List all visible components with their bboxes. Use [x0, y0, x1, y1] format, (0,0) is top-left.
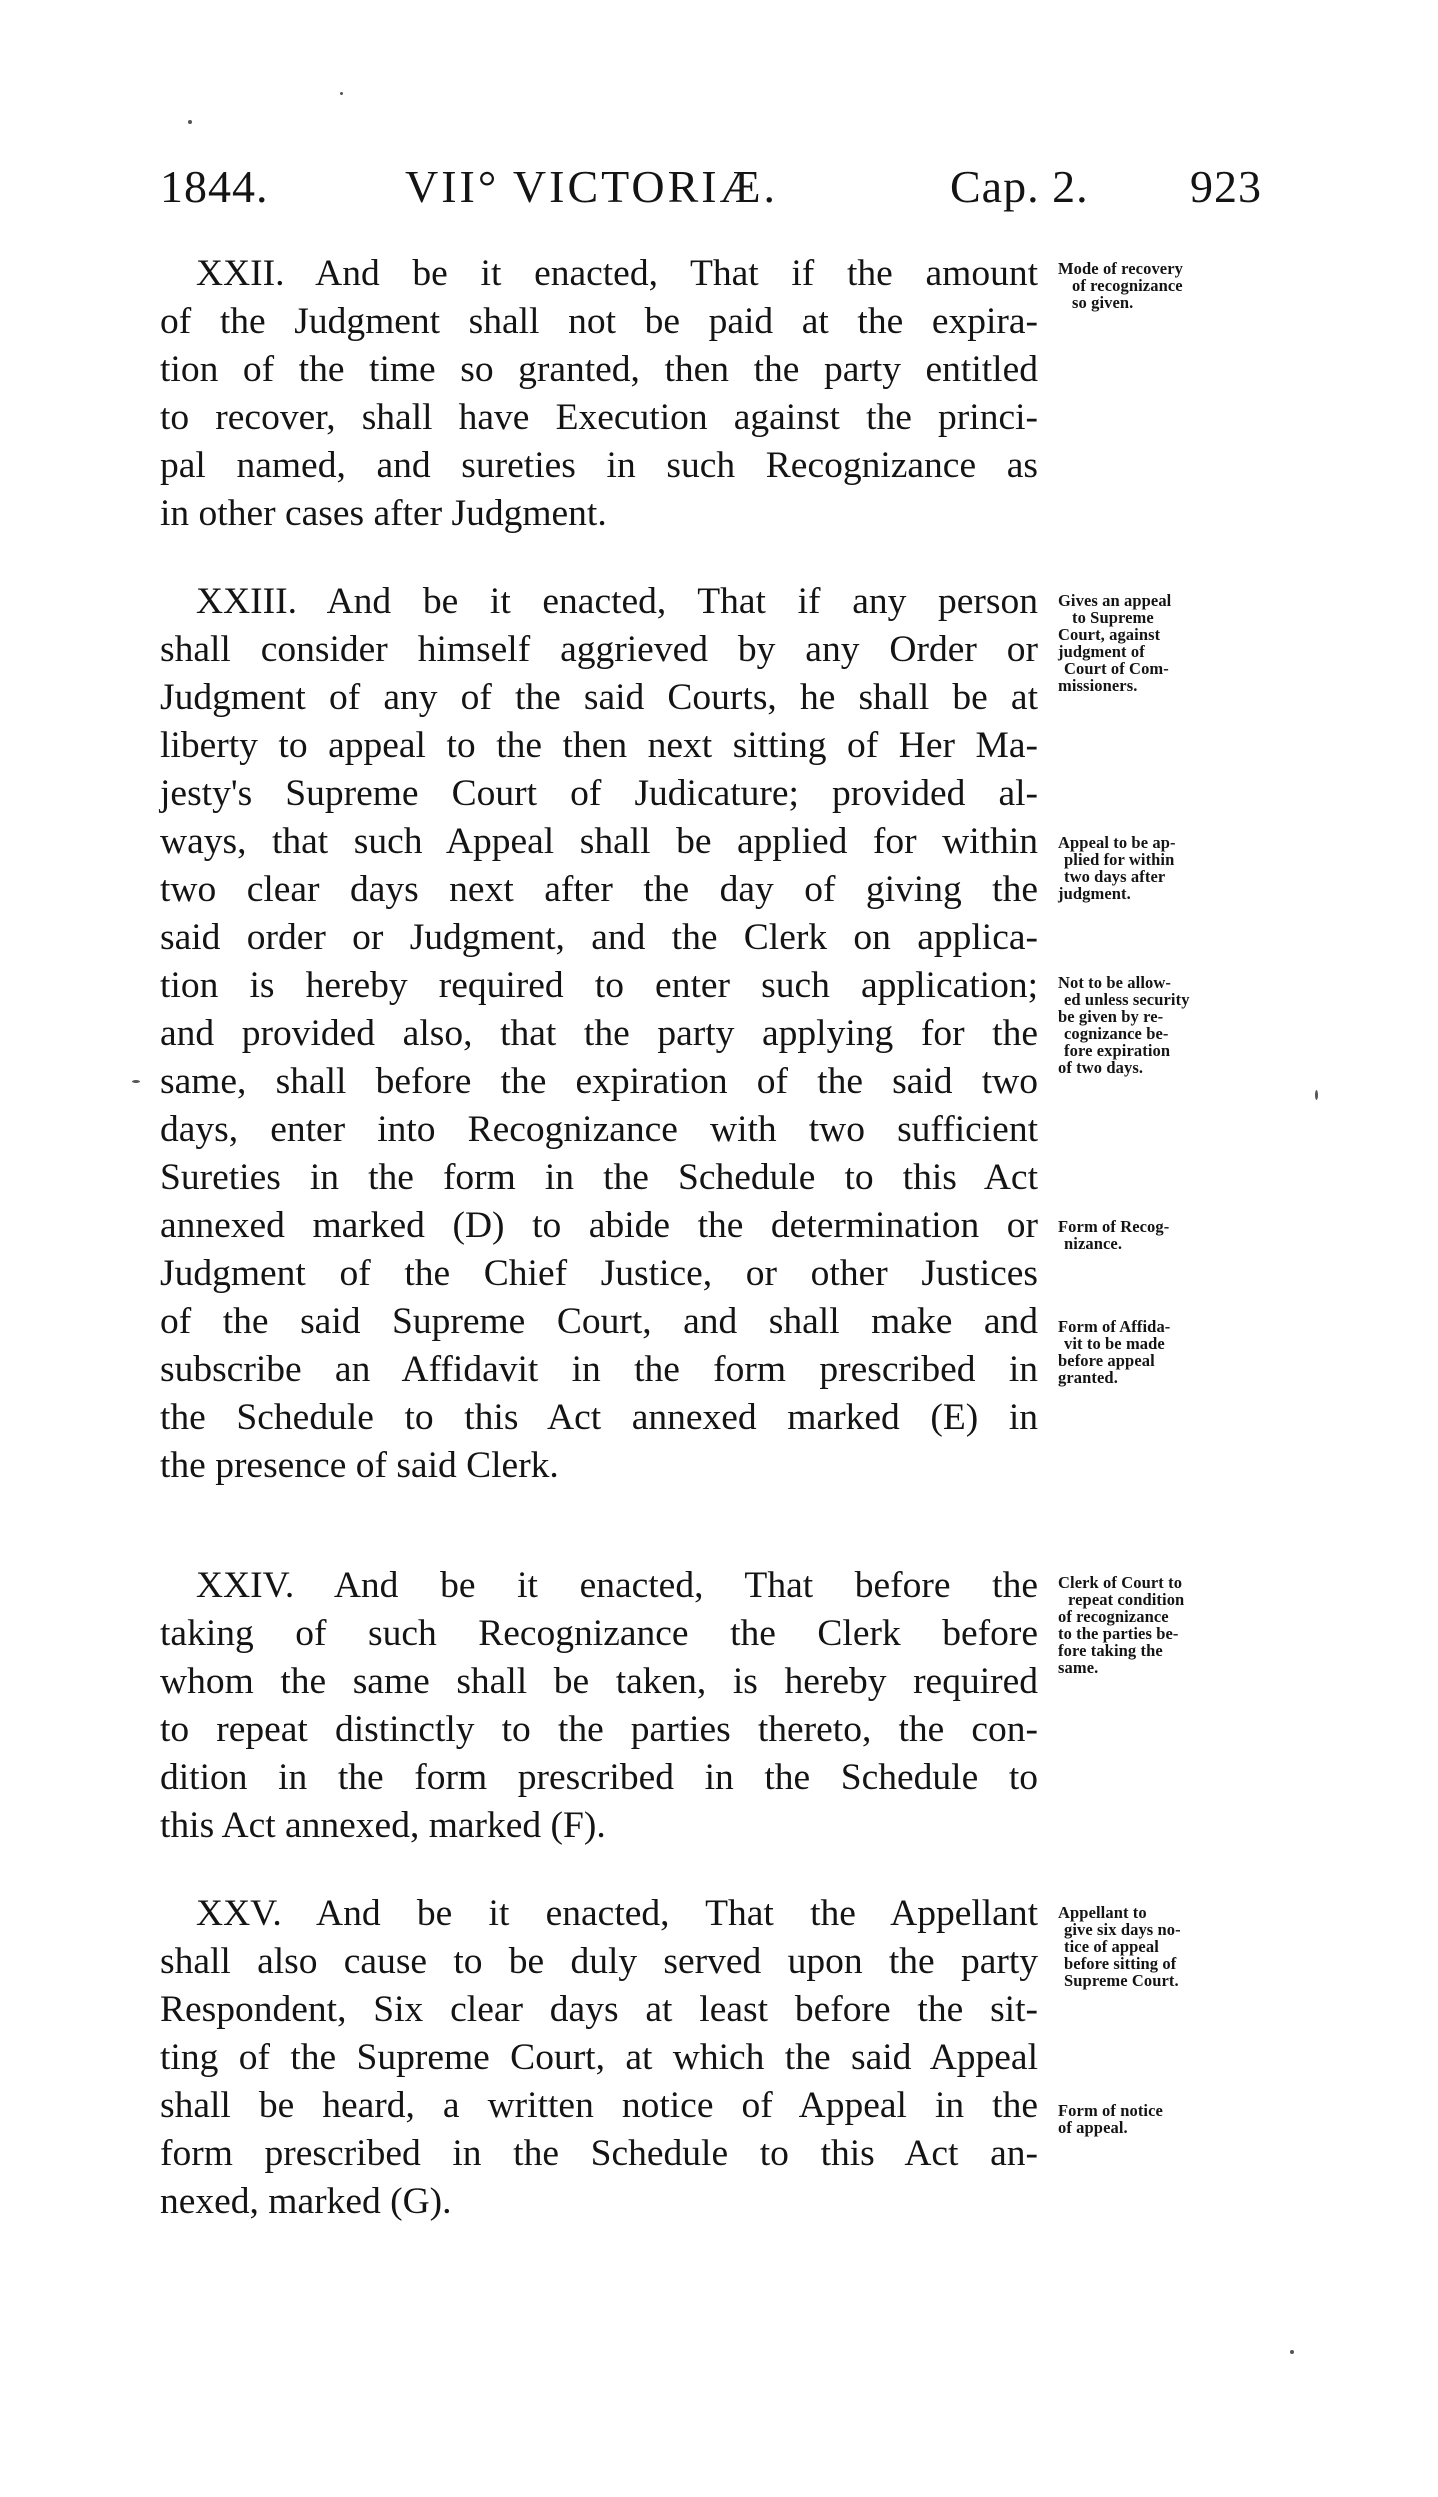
marginal-note-line: Clerk of Court to — [1058, 1573, 1183, 1592]
marginal-note-line: Form of notice — [1058, 2101, 1163, 2120]
marginal-note-line: tice of appeal — [1064, 1937, 1159, 1956]
marginal-note-line: Court of Com- — [1064, 659, 1169, 678]
marginal-note-line: Form of Recog- — [1058, 1217, 1170, 1236]
marginal-note — [1058, 2102, 1208, 2136]
print-speck — [1315, 1090, 1318, 1100]
text-line: Respondent, Six clear days at least before the sit- — [160, 1989, 1038, 2030]
text-line: and provided also, that the party applying for the — [160, 1013, 1038, 1054]
text-line: jesty's Supreme Court of Judicature; provided al- — [160, 773, 1038, 814]
header-chapter: Cap. 2. — [950, 161, 1089, 212]
marginal-note — [1058, 834, 1208, 902]
text-line: Judgment of the Chief Justice, or other Justices — [160, 1253, 1038, 1294]
running-header — [160, 160, 1300, 220]
marginal-note-line: Appellant to — [1058, 1903, 1147, 1922]
text-line: shall be heard, a written notice of Appeal in the — [160, 2085, 1038, 2126]
text-line: shall consider himself aggrieved by any Order or — [160, 629, 1038, 670]
section-body — [160, 578, 1038, 1490]
marginal-note-line: before appeal — [1058, 1351, 1155, 1370]
marginal-note — [1058, 260, 1208, 311]
section-body — [160, 1890, 1038, 2226]
text-line: ting of the Supreme Court, at which the said Appeal — [160, 2037, 1038, 2078]
text-line: said order or Judgment, and the Clerk on applica- — [160, 917, 1038, 958]
marginal-note-line: of recognizance — [1058, 1607, 1169, 1626]
marginal-note-line: vit to be made — [1064, 1334, 1165, 1353]
marginal-note-line: nizance. — [1064, 1234, 1123, 1253]
text-line: XXII. And be it enacted, That if the amount — [196, 253, 1038, 294]
text-line: of the said Supreme Court, and shall make and — [160, 1301, 1038, 1342]
marginal-note — [1058, 1218, 1208, 1252]
marginal-note-line: Mode of recovery — [1058, 259, 1183, 278]
marginal-note-line: same. — [1058, 1658, 1099, 1677]
text-line: Judgment of any of the said Courts, he shall be at — [160, 677, 1038, 718]
marginal-note-line: Appeal to be ap- — [1058, 833, 1176, 852]
marginal-note-line: granted. — [1058, 1368, 1118, 1387]
text-line: to recover, shall have Execution against the princi- — [160, 397, 1038, 438]
page-number: 923 — [1190, 161, 1262, 212]
text-line: whom the same shall be taken, is hereby required — [160, 1661, 1038, 1702]
text-line: subscribe an Affidavit in the form prescribed in — [160, 1349, 1038, 1390]
text-line: to repeat distinctly to the parties thereto, the con- — [160, 1709, 1038, 1750]
marginal-note-line: to Supreme — [1072, 608, 1154, 627]
text-line: this Act annexed, marked (F). — [160, 1805, 606, 1846]
marginal-note-line: of recognizance — [1072, 276, 1183, 295]
marginal-note-line: before sitting of — [1064, 1954, 1177, 1973]
marginal-note-line: Court, against — [1058, 625, 1161, 644]
text-line: taking of such Recognizance the Clerk before — [160, 1613, 1038, 1654]
marginal-note-line: repeat condition — [1068, 1590, 1185, 1609]
marginal-note — [1058, 1574, 1208, 1676]
text-line: two clear days next after the day of giving the — [160, 869, 1038, 910]
print-speck — [132, 1080, 140, 1083]
marginal-note-line: to the parties be- — [1058, 1624, 1179, 1643]
text-line: form prescribed in the Schedule to this Act an- — [160, 2133, 1038, 2174]
marginal-note-line: cognizance be- — [1064, 1024, 1169, 1043]
marginal-note-line: Not to be allow- — [1058, 973, 1171, 992]
section-body — [160, 250, 1038, 538]
text-line: of the Judgment shall not be paid at the expira- — [160, 301, 1038, 342]
header-year: 1844. — [160, 161, 269, 212]
marginal-note-line: judgment. — [1058, 884, 1131, 903]
marginal-note-line: judgment of — [1058, 642, 1145, 661]
text-line: Sureties in the form in the Schedule to this Act — [160, 1157, 1038, 1198]
marginal-note-line: so given. — [1072, 293, 1134, 312]
text-line: dition in the form prescribed in the Schedule to — [160, 1757, 1038, 1798]
text-line: XXIII. And be it enacted, That if any person — [196, 581, 1038, 622]
print-speck — [340, 92, 343, 95]
print-speck — [188, 120, 192, 124]
text-line: nexed, marked (G). — [160, 2181, 452, 2222]
text-line: tion is hereby required to enter such application; — [160, 965, 1038, 1006]
marginal-note — [1058, 1904, 1208, 1989]
text-line: tion of the time so granted, then the party entitled — [160, 349, 1038, 390]
text-line: XXV. And be it enacted, That the Appellant — [196, 1893, 1038, 1934]
marginal-note-line: be given by re- — [1058, 1007, 1164, 1026]
marginal-note-line: of appeal. — [1058, 2118, 1128, 2137]
marginal-note-line: fore taking the — [1058, 1641, 1163, 1660]
text-line: days, enter into Recognizance with two sufficient — [160, 1109, 1038, 1150]
marginal-note-line: Supreme Court. — [1064, 1971, 1179, 1990]
text-line: XXIV. And be it enacted, That before the — [196, 1565, 1038, 1606]
text-line: shall also cause to be duly served upon the party — [160, 1941, 1038, 1982]
marginal-note — [1058, 592, 1208, 694]
text-line: annexed marked (D) to abide the determination or — [160, 1205, 1038, 1246]
marginal-note-line: ed unless security — [1064, 990, 1190, 1009]
marginal-note — [1058, 1318, 1208, 1386]
text-line: the Schedule to this Act annexed marked (E) in — [160, 1397, 1038, 1438]
text-line: the presence of said Clerk. — [160, 1445, 559, 1486]
text-line: pal named, and sureties in such Recognizance as — [160, 445, 1038, 486]
marginal-note-line: missioners. — [1058, 676, 1138, 695]
marginal-note-line: of two days. — [1058, 1058, 1144, 1077]
text-line: in other cases after Judgment. — [160, 493, 607, 534]
marginal-note-line: plied for within — [1064, 850, 1175, 869]
marginal-note-line: fore expiration — [1064, 1041, 1171, 1060]
header-reign: VII° VICTORIÆ. — [405, 161, 779, 212]
text-line: ways, that such Appeal shall be applied for within — [160, 821, 1038, 862]
marginal-note — [1058, 974, 1208, 1076]
text-line: same, shall before the expiration of the said two — [160, 1061, 1038, 1102]
print-speck — [1290, 2350, 1294, 2354]
marginal-note-line: two days after — [1064, 867, 1166, 886]
marginal-note-line: give six days no- — [1064, 1920, 1181, 1939]
section-body — [160, 1562, 1038, 1850]
marginal-note-line: Gives an appeal — [1058, 591, 1172, 610]
text-line: liberty to appeal to the then next sitting of Her Ma- — [160, 725, 1038, 766]
marginal-note-line: Form of Affida- — [1058, 1317, 1171, 1336]
